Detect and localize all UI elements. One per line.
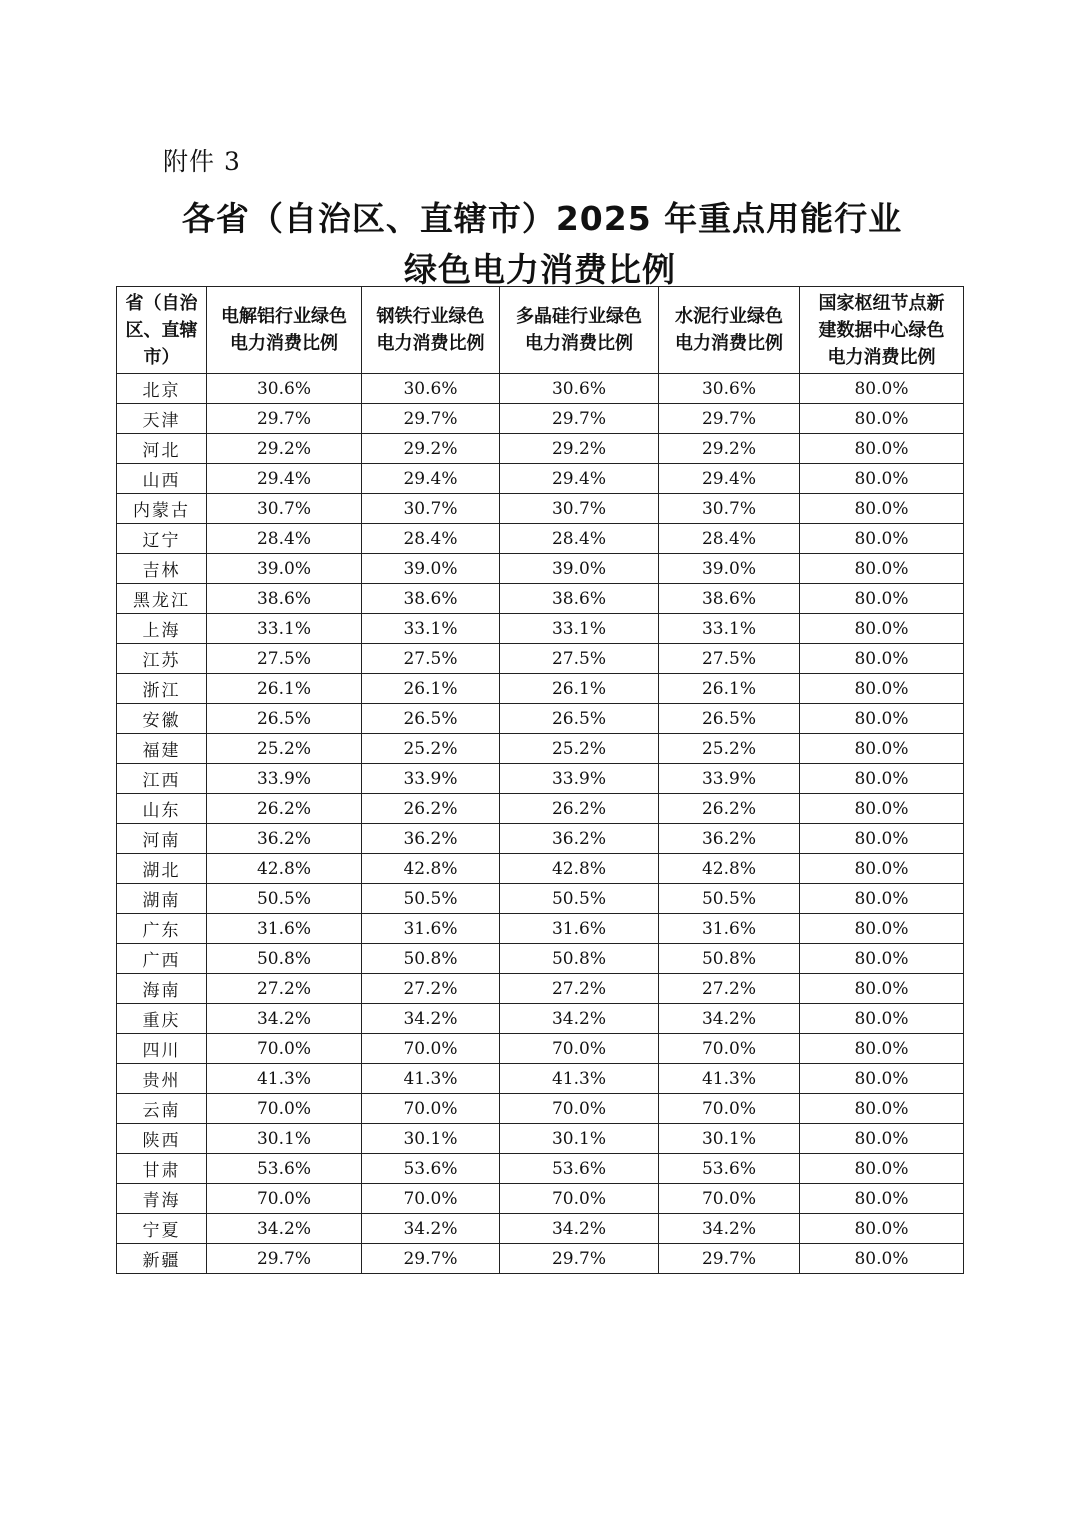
data-center-ratio-cell: 80.0% xyxy=(800,1154,964,1184)
steel-ratio-cell: 33.1% xyxy=(362,614,500,644)
province-cell: 湖北 xyxy=(117,854,207,884)
attachment-label: 附件 3 xyxy=(163,147,241,176)
polysilicon-ratio-cell: 34.2% xyxy=(500,1214,659,1244)
cement-ratio-cell: 25.2% xyxy=(659,734,800,764)
aluminum-ratio-cell: 25.2% xyxy=(207,734,362,764)
steel-ratio-cell: 50.8% xyxy=(362,944,500,974)
aluminum-ratio-cell: 30.1% xyxy=(207,1124,362,1154)
document-title-line2: 绿色电力消费比例 xyxy=(404,250,676,289)
cement-ratio-cell: 50.8% xyxy=(659,944,800,974)
province-cell: 广东 xyxy=(117,914,207,944)
polysilicon-ratio-cell: 29.7% xyxy=(500,404,659,434)
cement-ratio-cell: 29.7% xyxy=(659,404,800,434)
table-header xyxy=(117,287,964,374)
cement-ratio-cell: 33.9% xyxy=(659,764,800,794)
polysilicon-ratio-cell: 29.7% xyxy=(500,1244,659,1274)
data-center-ratio-cell: 80.0% xyxy=(800,794,964,824)
aluminum-ratio-cell: 36.2% xyxy=(207,824,362,854)
province-cell: 江西 xyxy=(117,764,207,794)
province-cell: 内蒙古 xyxy=(117,494,207,524)
province-cell: 浙江 xyxy=(117,674,207,704)
aluminum-ratio-cell: 34.2% xyxy=(207,1214,362,1244)
cement-ratio-cell: 30.6% xyxy=(659,374,800,404)
steel-ratio-cell: 26.1% xyxy=(362,674,500,704)
table-row xyxy=(117,1004,964,1034)
cement-ratio-cell: 28.4% xyxy=(659,524,800,554)
data-center-ratio-cell: 80.0% xyxy=(800,914,964,944)
steel-ratio-cell: 27.5% xyxy=(362,644,500,674)
table-row xyxy=(117,1094,964,1124)
table-row xyxy=(117,1034,964,1064)
table-row xyxy=(117,1184,964,1214)
polysilicon-ratio-cell: 27.5% xyxy=(500,644,659,674)
cement-ratio-cell: 29.4% xyxy=(659,464,800,494)
data-center-ratio-cell: 80.0% xyxy=(800,1214,964,1244)
table-row xyxy=(117,644,964,674)
data-center-ratio-cell: 80.0% xyxy=(800,1034,964,1064)
table-row xyxy=(117,1214,964,1244)
province-cell: 河南 xyxy=(117,824,207,854)
steel-ratio-cell: 36.2% xyxy=(362,824,500,854)
header-label: 钢铁行业绿色 电力消费比例 xyxy=(376,306,485,354)
province-cell: 江苏 xyxy=(117,644,207,674)
data-center-ratio-cell: 80.0% xyxy=(800,584,964,614)
data-center-ratio-cell: 80.0% xyxy=(800,854,964,884)
polysilicon-ratio-cell: 25.2% xyxy=(500,734,659,764)
polysilicon-ratio-cell: 27.2% xyxy=(500,974,659,1004)
table-row xyxy=(117,914,964,944)
steel-ratio-cell: 33.9% xyxy=(362,764,500,794)
data-center-ratio-cell: 80.0% xyxy=(800,1004,964,1034)
table-row xyxy=(117,584,964,614)
steel-ratio-cell: 53.6% xyxy=(362,1154,500,1184)
aluminum-ratio-cell: 29.7% xyxy=(207,1244,362,1274)
header-row xyxy=(117,287,964,374)
cement-ratio-cell: 70.0% xyxy=(659,1094,800,1124)
aluminum-ratio-cell: 28.4% xyxy=(207,524,362,554)
cement-ratio-cell: 50.5% xyxy=(659,884,800,914)
province-cell: 北京 xyxy=(117,374,207,404)
province-cell: 广西 xyxy=(117,944,207,974)
province-cell: 重庆 xyxy=(117,1004,207,1034)
province-cell: 新疆 xyxy=(117,1244,207,1274)
province-cell: 陕西 xyxy=(117,1124,207,1154)
aluminum-ratio-cell: 27.5% xyxy=(207,644,362,674)
data-center-ratio-cell: 80.0% xyxy=(800,524,964,554)
cement-ratio-cell: 27.2% xyxy=(659,974,800,1004)
steel-ratio-cell: 34.2% xyxy=(362,1214,500,1244)
province-cell: 安徽 xyxy=(117,704,207,734)
province-cell: 宁夏 xyxy=(117,1214,207,1244)
table-row xyxy=(117,794,964,824)
province-cell: 天津 xyxy=(117,404,207,434)
table-row xyxy=(117,884,964,914)
table-row xyxy=(117,824,964,854)
steel-ratio-cell: 29.7% xyxy=(362,1244,500,1274)
province-cell: 甘肃 xyxy=(117,1154,207,1184)
table-row xyxy=(117,614,964,644)
steel-ratio-cell: 26.5% xyxy=(362,704,500,734)
aluminum-ratio-cell: 38.6% xyxy=(207,584,362,614)
header-label: 水泥行业绿色 电力消费比例 xyxy=(675,306,783,354)
province-cell: 河北 xyxy=(117,434,207,464)
cement-ratio-cell: 29.2% xyxy=(659,434,800,464)
aluminum-ratio-cell: 29.4% xyxy=(207,464,362,494)
province-cell: 海南 xyxy=(117,974,207,1004)
data-center-ratio-cell: 80.0% xyxy=(800,824,964,854)
table-row xyxy=(117,464,964,494)
polysilicon-ratio-cell: 39.0% xyxy=(500,554,659,584)
aluminum-ratio-cell: 39.0% xyxy=(207,554,362,584)
province-cell: 辽宁 xyxy=(117,524,207,554)
province-cell: 贵州 xyxy=(117,1064,207,1094)
polysilicon-ratio-cell: 31.6% xyxy=(500,914,659,944)
aluminum-ratio-cell: 27.2% xyxy=(207,974,362,1004)
cement-ratio-cell: 34.2% xyxy=(659,1214,800,1244)
table-row xyxy=(117,374,964,404)
aluminum-ratio-cell: 26.2% xyxy=(207,794,362,824)
table-row xyxy=(117,974,964,1004)
aluminum-ratio-cell: 29.7% xyxy=(207,404,362,434)
province-cell: 青海 xyxy=(117,1184,207,1214)
data-center-ratio-cell: 80.0% xyxy=(800,764,964,794)
data-center-ratio-cell: 80.0% xyxy=(800,1184,964,1214)
polysilicon-ratio-cell: 42.8% xyxy=(500,854,659,884)
cement-ratio-cell: 70.0% xyxy=(659,1184,800,1214)
aluminum-ratio-cell: 41.3% xyxy=(207,1064,362,1094)
province-cell: 四川 xyxy=(117,1034,207,1064)
cement-ratio-cell: 53.6% xyxy=(659,1154,800,1184)
table-row xyxy=(117,944,964,974)
cement-ratio-cell: 29.7% xyxy=(659,1244,800,1274)
steel-ratio-cell: 25.2% xyxy=(362,734,500,764)
province-cell: 山东 xyxy=(117,794,207,824)
data-center-ratio-cell: 80.0% xyxy=(800,1244,964,1274)
data-center-ratio-cell: 80.0% xyxy=(800,554,964,584)
table-body xyxy=(117,374,964,1274)
steel-ratio-cell: 30.7% xyxy=(362,494,500,524)
document-title-line1: 各省（自治区、直辖市）2025 年重点用能行业 xyxy=(181,199,903,238)
data-center-ratio-cell: 80.0% xyxy=(800,374,964,404)
polysilicon-ratio-cell: 41.3% xyxy=(500,1064,659,1094)
data-center-ratio-cell: 80.0% xyxy=(800,614,964,644)
polysilicon-ratio-cell: 30.7% xyxy=(500,494,659,524)
header-label: 多晶硅行业绿色 电力消费比例 xyxy=(516,306,642,354)
polysilicon-ratio-cell: 34.2% xyxy=(500,1004,659,1034)
polysilicon-ratio-cell: 29.4% xyxy=(500,464,659,494)
steel-ratio-cell: 30.1% xyxy=(362,1124,500,1154)
cement-ratio-cell: 33.1% xyxy=(659,614,800,644)
aluminum-ratio-cell: 50.8% xyxy=(207,944,362,974)
steel-ratio-cell: 30.6% xyxy=(362,374,500,404)
table-row xyxy=(117,1154,964,1184)
table-row xyxy=(117,764,964,794)
data-center-ratio-cell: 80.0% xyxy=(800,434,964,464)
data-center-ratio-cell: 80.0% xyxy=(800,404,964,434)
steel-ratio-cell: 26.2% xyxy=(362,794,500,824)
steel-ratio-cell: 70.0% xyxy=(362,1034,500,1064)
aluminum-ratio-cell: 53.6% xyxy=(207,1154,362,1184)
polysilicon-ratio-cell: 38.6% xyxy=(500,584,659,614)
header-label: 国家枢纽节点新 建数据中心绿色 电力消费比例 xyxy=(818,292,945,368)
table-row xyxy=(117,554,964,584)
polysilicon-ratio-cell: 29.2% xyxy=(500,434,659,464)
data-center-ratio-cell: 80.0% xyxy=(800,704,964,734)
data-center-ratio-cell: 80.0% xyxy=(800,734,964,764)
steel-ratio-cell: 38.6% xyxy=(362,584,500,614)
polysilicon-ratio-cell: 26.2% xyxy=(500,794,659,824)
polysilicon-ratio-cell: 33.9% xyxy=(500,764,659,794)
province-cell: 福建 xyxy=(117,734,207,764)
cement-ratio-cell: 36.2% xyxy=(659,824,800,854)
data-center-ratio-cell: 80.0% xyxy=(800,1064,964,1094)
aluminum-ratio-cell: 34.2% xyxy=(207,1004,362,1034)
data-center-ratio-cell: 80.0% xyxy=(800,1124,964,1154)
cement-ratio-cell: 26.1% xyxy=(659,674,800,704)
cement-ratio-cell: 34.2% xyxy=(659,1004,800,1034)
table-row xyxy=(117,704,964,734)
header-province xyxy=(117,287,207,374)
cement-ratio-cell: 39.0% xyxy=(659,554,800,584)
header-data-center xyxy=(800,287,964,374)
steel-ratio-cell: 28.4% xyxy=(362,524,500,554)
aluminum-ratio-cell: 33.9% xyxy=(207,764,362,794)
polysilicon-ratio-cell: 50.5% xyxy=(500,884,659,914)
aluminum-ratio-cell: 30.6% xyxy=(207,374,362,404)
aluminum-ratio-cell: 33.1% xyxy=(207,614,362,644)
province-cell: 山西 xyxy=(117,464,207,494)
polysilicon-ratio-cell: 30.6% xyxy=(500,374,659,404)
cement-ratio-cell: 38.6% xyxy=(659,584,800,614)
steel-ratio-cell: 70.0% xyxy=(362,1094,500,1124)
aluminum-ratio-cell: 50.5% xyxy=(207,884,362,914)
table-row xyxy=(117,494,964,524)
table-row xyxy=(117,404,964,434)
polysilicon-ratio-cell: 70.0% xyxy=(500,1184,659,1214)
data-center-ratio-cell: 80.0% xyxy=(800,644,964,674)
table-row xyxy=(117,734,964,764)
aluminum-ratio-cell: 70.0% xyxy=(207,1034,362,1064)
steel-ratio-cell: 34.2% xyxy=(362,1004,500,1034)
steel-ratio-cell: 42.8% xyxy=(362,854,500,884)
header-cement xyxy=(659,287,800,374)
table-row xyxy=(117,1064,964,1094)
data-center-ratio-cell: 80.0% xyxy=(800,674,964,704)
table-row xyxy=(117,1244,964,1274)
polysilicon-ratio-cell: 26.5% xyxy=(500,704,659,734)
aluminum-ratio-cell: 31.6% xyxy=(207,914,362,944)
province-cell: 黑龙江 xyxy=(117,584,207,614)
province-cell: 吉林 xyxy=(117,554,207,584)
steel-ratio-cell: 29.4% xyxy=(362,464,500,494)
data-center-ratio-cell: 80.0% xyxy=(800,464,964,494)
steel-ratio-cell: 39.0% xyxy=(362,554,500,584)
header-polysilicon xyxy=(500,287,659,374)
province-cell: 上海 xyxy=(117,614,207,644)
cement-ratio-cell: 42.8% xyxy=(659,854,800,884)
polysilicon-ratio-cell: 30.1% xyxy=(500,1124,659,1154)
polysilicon-ratio-cell: 50.8% xyxy=(500,944,659,974)
polysilicon-ratio-cell: 33.1% xyxy=(500,614,659,644)
table-row xyxy=(117,1124,964,1154)
data-center-ratio-cell: 80.0% xyxy=(800,1094,964,1124)
data-center-ratio-cell: 80.0% xyxy=(800,974,964,1004)
steel-ratio-cell: 27.2% xyxy=(362,974,500,1004)
header-electrolytic-aluminum xyxy=(207,287,362,374)
province-cell: 湖南 xyxy=(117,884,207,914)
aluminum-ratio-cell: 26.5% xyxy=(207,704,362,734)
data-center-ratio-cell: 80.0% xyxy=(800,884,964,914)
steel-ratio-cell: 50.5% xyxy=(362,884,500,914)
aluminum-ratio-cell: 29.2% xyxy=(207,434,362,464)
polysilicon-ratio-cell: 26.1% xyxy=(500,674,659,704)
steel-ratio-cell: 41.3% xyxy=(362,1064,500,1094)
header-label: 省（自治 区、直辖 市） xyxy=(125,292,198,368)
cement-ratio-cell: 30.7% xyxy=(659,494,800,524)
polysilicon-ratio-cell: 53.6% xyxy=(500,1154,659,1184)
header-label: 电解铝行业绿色 电力消费比例 xyxy=(221,306,347,354)
aluminum-ratio-cell: 26.1% xyxy=(207,674,362,704)
polysilicon-ratio-cell: 28.4% xyxy=(500,524,659,554)
cement-ratio-cell: 30.1% xyxy=(659,1124,800,1154)
aluminum-ratio-cell: 42.8% xyxy=(207,854,362,884)
data-center-ratio-cell: 80.0% xyxy=(800,944,964,974)
header-steel xyxy=(362,287,500,374)
data-center-ratio-cell: 80.0% xyxy=(800,494,964,524)
table-row xyxy=(117,674,964,704)
polysilicon-ratio-cell: 70.0% xyxy=(500,1034,659,1064)
cement-ratio-cell: 26.5% xyxy=(659,704,800,734)
aluminum-ratio-cell: 70.0% xyxy=(207,1094,362,1124)
steel-ratio-cell: 31.6% xyxy=(362,914,500,944)
table-row xyxy=(117,854,964,884)
steel-ratio-cell: 29.2% xyxy=(362,434,500,464)
province-cell: 云南 xyxy=(117,1094,207,1124)
steel-ratio-cell: 29.7% xyxy=(362,404,500,434)
cement-ratio-cell: 41.3% xyxy=(659,1064,800,1094)
cement-ratio-cell: 27.5% xyxy=(659,644,800,674)
polysilicon-ratio-cell: 70.0% xyxy=(500,1094,659,1124)
cement-ratio-cell: 70.0% xyxy=(659,1034,800,1064)
cement-ratio-cell: 26.2% xyxy=(659,794,800,824)
aluminum-ratio-cell: 30.7% xyxy=(207,494,362,524)
table-row xyxy=(117,524,964,554)
green-power-ratio-table xyxy=(116,286,964,1274)
steel-ratio-cell: 70.0% xyxy=(362,1184,500,1214)
cement-ratio-cell: 31.6% xyxy=(659,914,800,944)
polysilicon-ratio-cell: 36.2% xyxy=(500,824,659,854)
aluminum-ratio-cell: 70.0% xyxy=(207,1184,362,1214)
table-row xyxy=(117,434,964,464)
